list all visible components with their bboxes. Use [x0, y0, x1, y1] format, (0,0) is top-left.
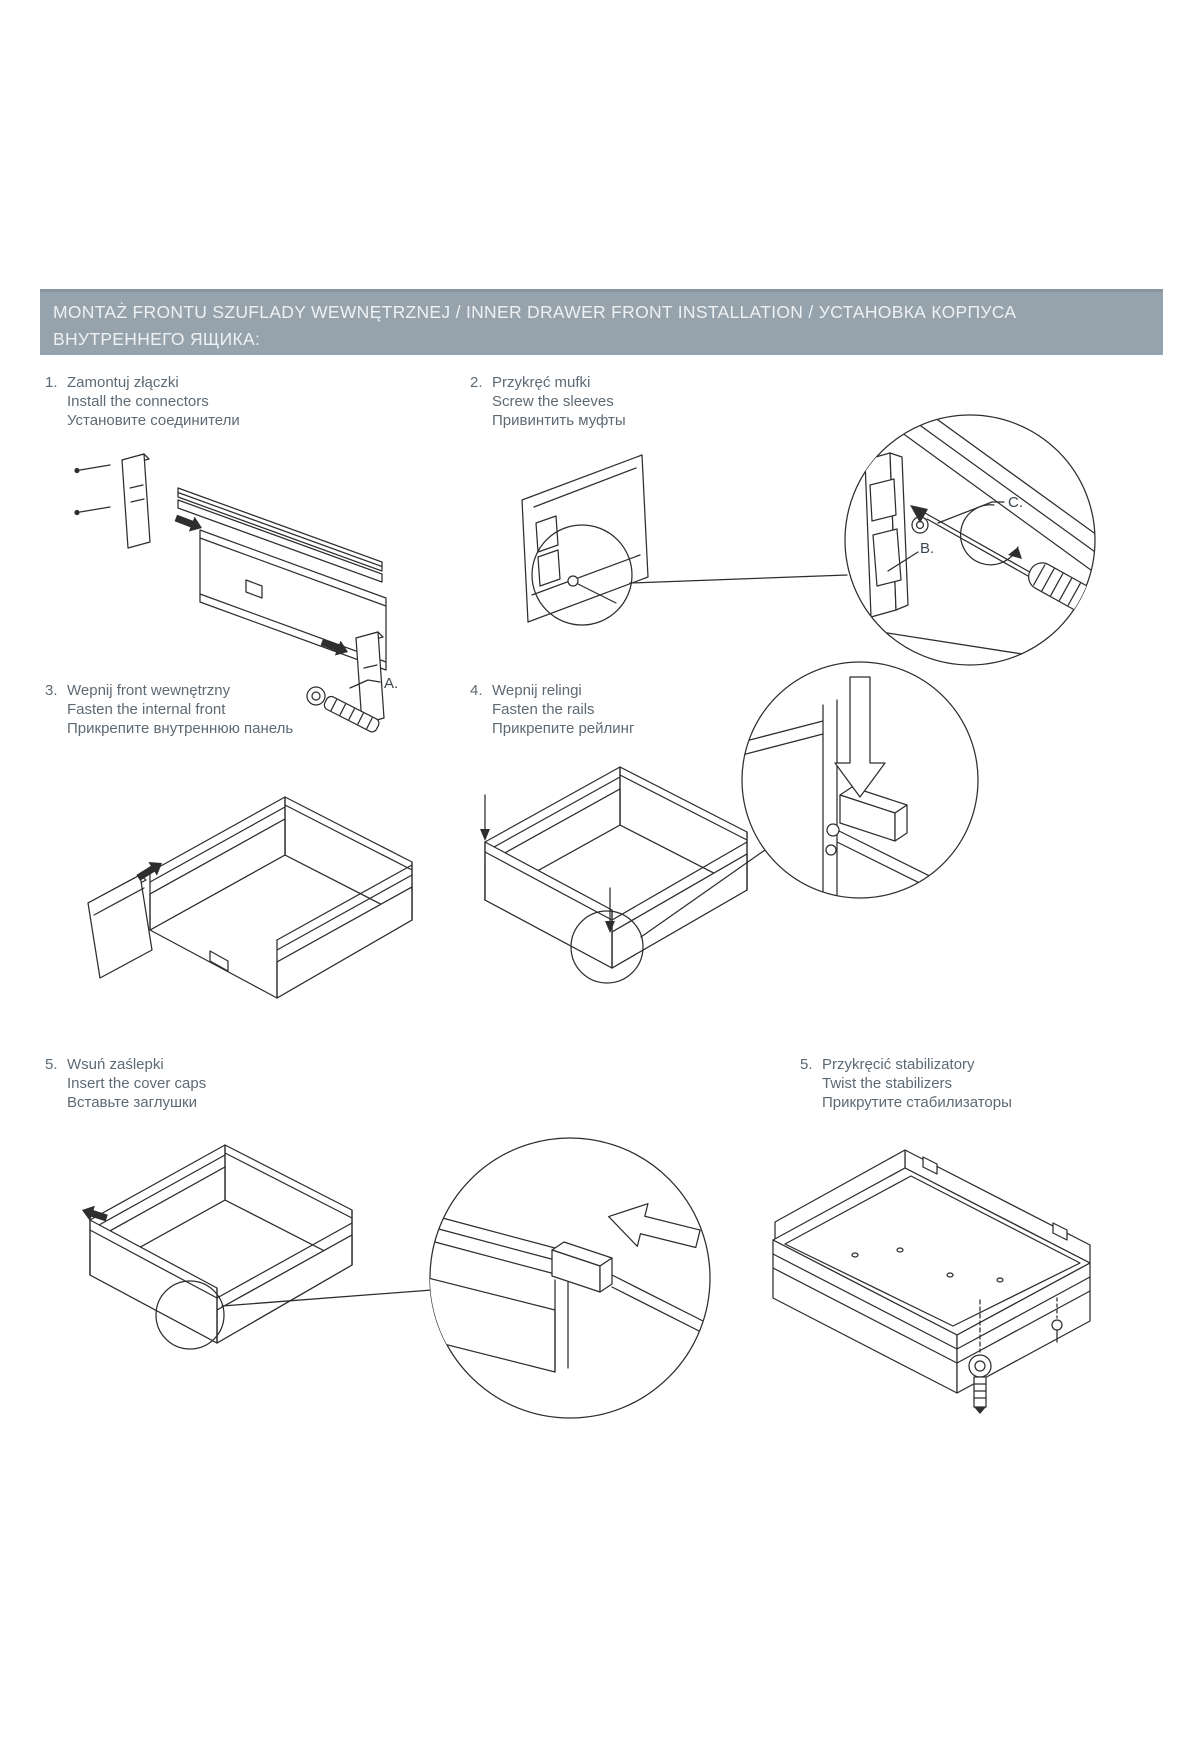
step-1-text [45, 374, 425, 430]
step-1-ru: Установите соединители [67, 411, 240, 429]
step-5-right-number: 5. [800, 1056, 813, 1073]
step-4-en: Fasten the rails [492, 700, 595, 718]
step-5-left-number: 5. [45, 1056, 58, 1073]
step-5-right-en: Twist the stabilizers [822, 1074, 953, 1092]
step-5-right-ru: Прикрутите стабилизаторы [822, 1093, 1012, 1111]
step-5-left-ru: Вставьте заглушки [67, 1093, 197, 1111]
stabilizers-drawing [695, 1130, 1125, 1420]
step-2-en: Screw the sleeves [492, 392, 614, 410]
step-3-en: Fasten the internal front [67, 700, 226, 718]
step-4-number: 4. [470, 682, 483, 699]
step-5-right-pl: Przykręcić stabilizatory [822, 1056, 975, 1073]
label-b: B. [920, 540, 935, 557]
drawer-box [90, 1145, 352, 1343]
step-1-en: Install the connectors [67, 392, 209, 410]
sleeves-drawing [470, 405, 1170, 675]
illustration-step-2 [470, 405, 1170, 675]
internal-front-panel [88, 875, 152, 978]
internal-front-drawing [60, 755, 440, 1055]
illustration-step-5-left [60, 1130, 740, 1430]
connector-plate-left [122, 454, 150, 548]
header-title-line1: MONTAŻ FRONTU SZUFLADY WEWNĘTRZNEJ / INNER DRAWER FRONT INSTALLATION / УСТАНОВКА КОРПУСА [53, 302, 1017, 322]
connectors-drawing [50, 430, 430, 740]
cover-caps-drawing [60, 1130, 740, 1430]
step-3-pl: Wepnij front wewnętrzny [67, 682, 231, 699]
step-5-left-en: Insert the cover caps [67, 1074, 207, 1092]
illustration-step-3 [60, 755, 440, 1055]
step-5-left-text [45, 1056, 425, 1112]
drawer-box [150, 797, 412, 998]
step-2-number: 2. [470, 374, 483, 391]
rails-drawing [455, 645, 1000, 1105]
step-3-number: 3. [45, 682, 58, 699]
illustration-step-1 [50, 430, 430, 740]
step-5-left-pl: Wsuń zaślepki [67, 1056, 164, 1073]
label-a: A. [384, 675, 399, 692]
illustration-step-4 [455, 645, 1000, 1105]
label-c: C. [1008, 494, 1023, 511]
step-1-number: 1. [45, 374, 58, 391]
back-panel-overview [522, 455, 648, 625]
step-3-ru: Прикрепите внутреннюю панель [67, 719, 294, 737]
step-2-pl: Przykręć mufki [492, 374, 591, 391]
step-4-pl: Wepnij relingi [492, 682, 582, 699]
section-header [40, 289, 1163, 355]
step-4-ru: Прикрепите рейлинг [492, 719, 635, 737]
magnifier-leader [630, 575, 847, 583]
illustration-step-5-right [695, 1130, 1125, 1420]
drawer-box [485, 767, 747, 968]
step-1-pl: Zamontuj złączki [67, 374, 179, 391]
screw-icon [74, 465, 110, 515]
header-title-line2: ВНУТРЕННЕГО ЯЩИКА: [53, 329, 261, 350]
step-2-ru: Привинтить муфты [492, 411, 626, 429]
